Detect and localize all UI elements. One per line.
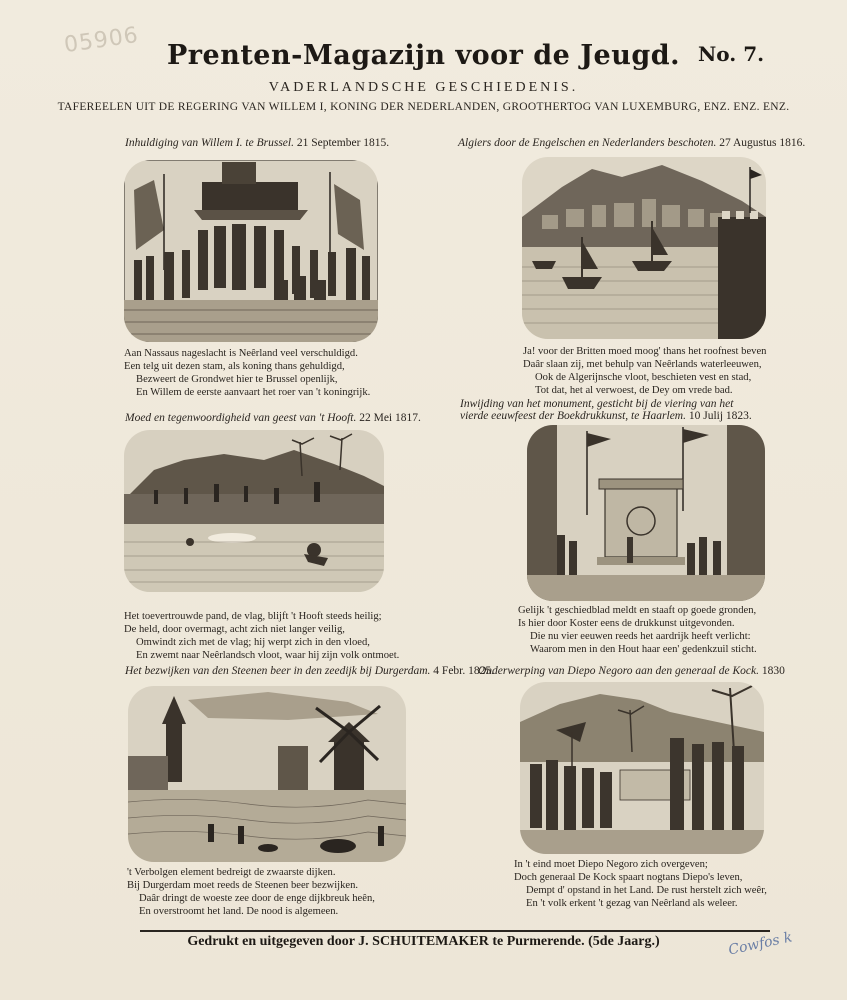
panel-3-verse-line: Het toevertrouwde pand, de vlag, blijft 't Hooft steeds heilig;	[124, 611, 382, 622]
panel-5-caption	[125, 665, 494, 677]
imprint-text: Gedrukt en uitgegeven door J. SCHUITEMAKER te Purmerende.	[187, 934, 585, 949]
panel-4-verse-line: Waarom men in den Hout haar een' gedenkzuil sticht.	[530, 644, 757, 655]
panel-4-caption	[460, 398, 752, 422]
masthead-title: Prenten-Magazijn voor de Jeugd.	[167, 40, 680, 71]
panel-1-caption	[125, 137, 389, 149]
panel-3-engraving	[124, 430, 384, 592]
panel-6-verse-line: Doch generaal De Kock spaart nogtans Diepo's leven,	[514, 872, 743, 883]
panel-5-engraving	[128, 686, 406, 862]
panel-4-engraving	[527, 425, 765, 601]
panel-6-caption	[478, 665, 785, 677]
panel-4-verse	[518, 604, 757, 656]
panel-5-verse-line: En overstroomt het land. De nood is algemeen.	[139, 906, 339, 917]
imprint-line	[0, 934, 847, 950]
panel-2-verse	[523, 345, 766, 397]
imprint-divider	[140, 930, 770, 932]
panel-2-title: Algiers door de Engelschen en Nederlanders beschoten.	[458, 137, 717, 149]
panel-4-title: Inwijding van het monument, gesticht bij de viering van het	[460, 398, 734, 410]
panel-4-title-line2: vierde eeuwfeest der Boekdrukkunst, te Haarlem.	[460, 410, 686, 422]
panel-2-verse-line: Ja! voor der Britten moed moog' thans het roofnest beven	[523, 346, 767, 357]
panel-3-verse-line: Omwindt zich met de vlag; hij werpt zich in den vloed,	[136, 637, 370, 648]
panel-6-title: Onderwerping van Diepo Negoro aan den generaal de Kock.	[478, 665, 759, 677]
panel-6-verse-line: En 't volk erkent 't gezag van Neêrland als weleer.	[526, 898, 738, 909]
panel-3-verse	[124, 610, 399, 662]
panel-6-verse-line: In 't eind moet Diepo Negoro zich overgeven;	[514, 859, 708, 870]
panel-2-verse-line: Ook de Algerijnsche vloot, beschieten vest en stad,	[535, 372, 752, 383]
panel-4-date: 10 Julij 1823.	[688, 410, 752, 422]
panel-1-date: 21 September 1815.	[296, 137, 390, 149]
panel-2-engraving	[522, 157, 766, 339]
panel-1-verse	[124, 347, 370, 399]
panel-3-title: Moed en tegenwoordigheid van geest van 't Hooft.	[125, 412, 357, 424]
section-heading: VADERLANDSCHE GESCHIEDENIS.	[268, 80, 579, 95]
panel-5-verse-line: 't Verbolgen element bedreigt de zwaarste dijken.	[127, 867, 336, 878]
issue-number: No. 7.	[698, 42, 765, 66]
panel-3-caption	[125, 412, 421, 424]
panel-6-date: 1830	[761, 665, 785, 677]
panel-1-verse-line: Aan Nassaus nageslacht is Neêrland veel verschuldigd.	[124, 348, 358, 359]
panel-5-date: 4 Febr. 1825.	[433, 665, 494, 677]
panel-3-verse-line: En zwemt naar Neêrlandsch vloot, waar hij zijn volk ontmoet.	[136, 650, 400, 661]
panel-2-verse-line: Daâr slaan zij, met behulp van Neêrlands waterleeuwen,	[523, 359, 762, 370]
panel-1-verse-line: Bezweert de Grondwet hier te Brussel openlijk,	[136, 374, 338, 385]
panel-6-engraving	[520, 682, 764, 854]
panel-1-engraving	[124, 160, 378, 342]
panel-4-verse-line: Die nu vier eeuwen reeds het aardrijk heeft verlicht:	[530, 631, 751, 642]
panel-5-verse-line: Daâr dringt de woeste zee door de enge dijkbreuk heên,	[139, 893, 375, 904]
edition-note: (5de Jaarg.)	[588, 934, 660, 949]
panel-3-verse-line: De held, door overmagt, acht zich niet langer veilig,	[124, 624, 345, 635]
panel-5-verse-line: Bij Durgerdam moet reeds de Steenen beer bezwijken.	[127, 880, 359, 891]
pencil-annotation: Cowfos k	[727, 929, 794, 959]
panel-5-title: Het bezwijken van den Steenen beer in den zeedijk bij Durgerdam.	[125, 665, 431, 677]
panel-1-title: Inhuldiging van Willem I. te Brussel.	[125, 137, 294, 149]
panel-2-date: 27 Augustus 1816.	[719, 137, 806, 149]
panel-5-verse	[127, 866, 375, 918]
panel-1-verse-line: Een telg uit dezen stam, als koning thans gehuldigd,	[124, 361, 345, 372]
archive-number-mark: 05906	[62, 22, 141, 59]
panel-4-verse-line: Is hier door Koster eens de drukkunst uitgevonden.	[518, 618, 735, 629]
series-subtitle: TAFEREELEN UIT DE REGERING VAN WILLEM I, KONING DER NEDERLANDEN, GROOTHERTOG VAN LUXEMBURG, ENZ. ENZ. ENZ.	[57, 101, 790, 113]
panel-2-caption	[458, 137, 805, 149]
panel-1-verse-line: En Willem de eerste aanvaart het roer van 't koningrijk.	[136, 387, 371, 398]
panel-2-verse-line: Tot dat, het al verwoest, de Dey om vrede bad.	[535, 385, 733, 396]
panel-4-verse-line: Gelijk 't geschiedblad meldt en staaft op goede gronden,	[518, 605, 757, 616]
panel-6-verse	[514, 858, 767, 910]
panel-3-date: 22 Mei 1817.	[359, 412, 421, 424]
panel-6-verse-line: Dempt d' opstand in het Land. De rust herstelt zich weêr,	[526, 885, 767, 896]
